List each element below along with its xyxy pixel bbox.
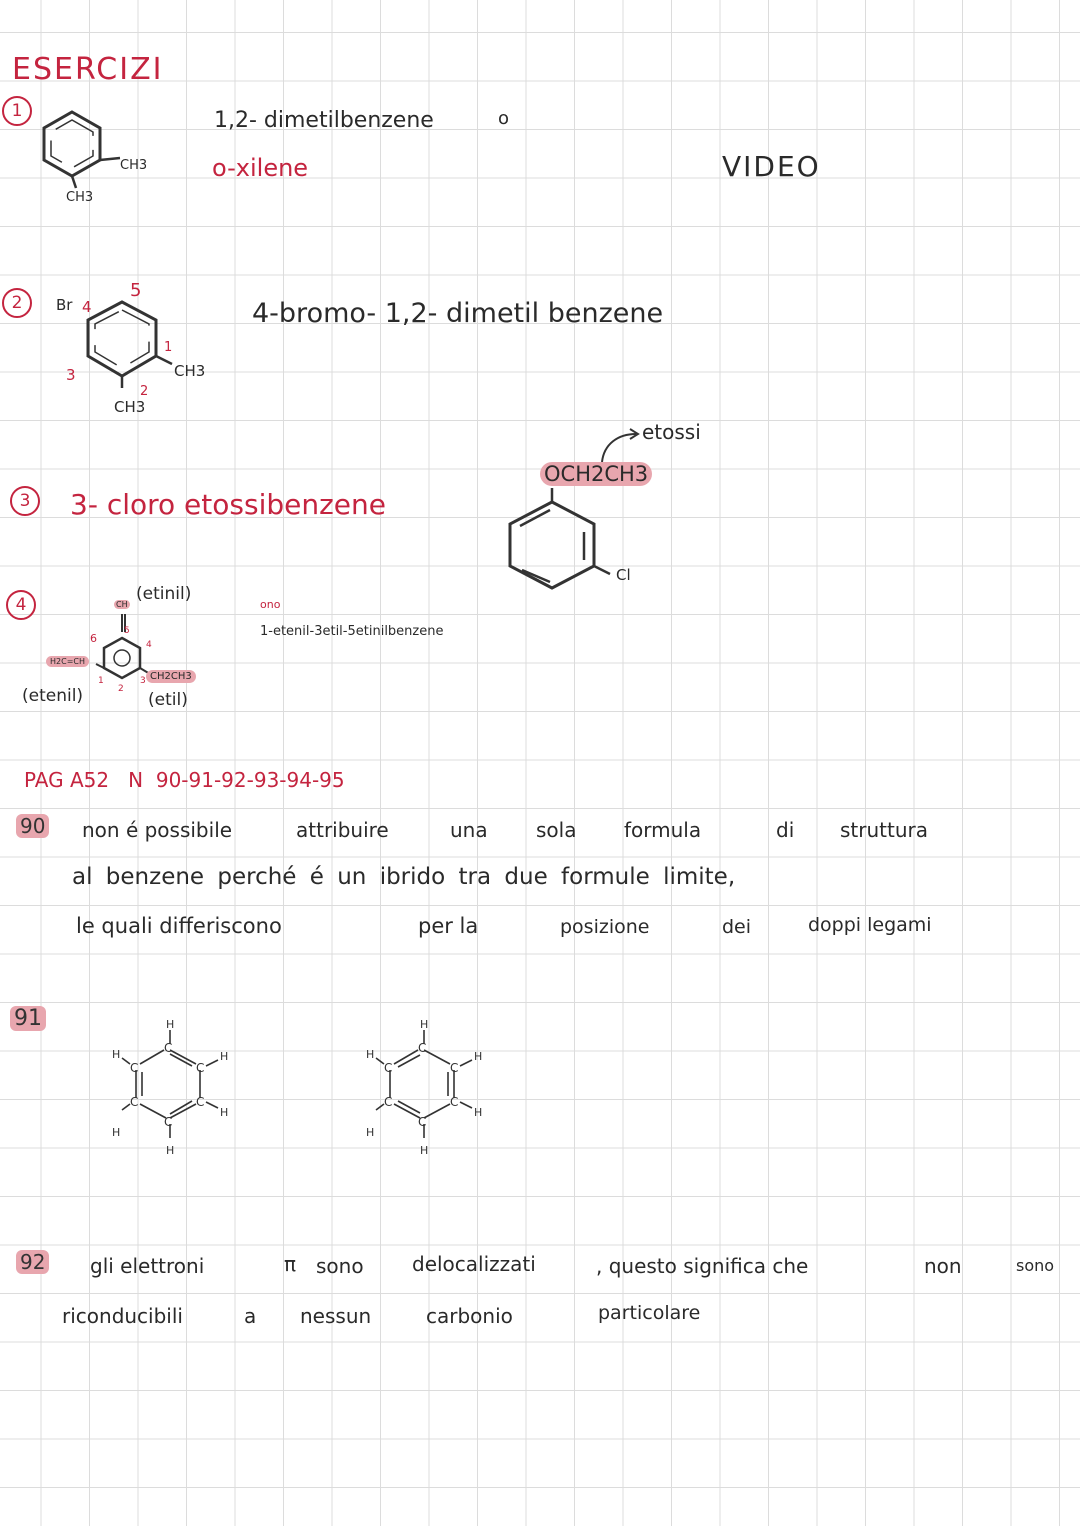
question-number-92: 92	[16, 1250, 49, 1274]
k1-h-right-bottom: H	[220, 1106, 229, 1119]
k2-c-bottom: C	[418, 1115, 427, 1129]
q90-line1-w4: sola	[536, 818, 577, 842]
k2-h-right-top: H	[474, 1050, 483, 1063]
k2-c-left-bottom: C	[384, 1095, 393, 1109]
k2-h-top: H	[420, 1018, 429, 1031]
ex2-methyl-a: CH3	[174, 362, 206, 380]
ex2-pos1: 1	[164, 340, 173, 355]
kekule-structure-1	[100, 1014, 260, 1174]
ex4-etinil-label: (etinil)	[136, 584, 192, 604]
q92-line1-w5: , questo significa che	[596, 1254, 809, 1278]
ex3-etossi-label: etossi	[642, 420, 701, 444]
k1-h-bottom: H	[166, 1144, 175, 1157]
q90-line1-w7: struttura	[840, 818, 928, 842]
k2-h-right-bottom: H	[474, 1106, 483, 1119]
q90-line3-w4: dei	[722, 916, 752, 938]
k1-c-right-top: C	[196, 1061, 205, 1075]
exercise-number-1: 1	[2, 96, 32, 126]
benzene-ring-ex3	[500, 484, 640, 604]
k1-h-right-top: H	[220, 1050, 229, 1063]
video-note: VIDEO	[722, 150, 821, 183]
k1-h-left-top: H	[112, 1048, 121, 1061]
ex2-pos4: 4	[82, 298, 92, 316]
ex3-name: 3- cloro etossibenzene	[70, 488, 386, 521]
q92-line1-w6: non	[924, 1254, 962, 1278]
ex2-name: 4-bromo- 1,2- dimetil benzene	[252, 298, 664, 329]
question-number-90: 90	[16, 814, 49, 838]
ex1-methyl-a: CH3	[120, 158, 148, 173]
q90-line1-w1: non é possibile	[82, 818, 233, 842]
benzene-ring-ex1	[30, 100, 180, 210]
ex4-pos6: 6	[90, 632, 97, 645]
ex1-methyl-b: CH3	[66, 190, 94, 205]
exercise-number-3: 3	[10, 486, 40, 516]
ex2-methyl-b: CH3	[114, 398, 146, 416]
q92-line2-w4: carbonio	[426, 1304, 513, 1328]
ex3-arrow	[596, 426, 656, 466]
q90-line1-w5: formula	[624, 818, 702, 842]
ex4-vinyl-group: H2C=CH	[46, 656, 89, 667]
page-title: ESERCIZI	[12, 52, 164, 87]
q92-line1-w7: sono	[1016, 1256, 1055, 1275]
ex4-name: 1-etenil-3etil-5etinilbenzene	[260, 624, 444, 639]
ex4-pos4: 4	[146, 640, 152, 650]
kekule-structure-2	[354, 1014, 514, 1174]
ex2-pos3: 3	[66, 366, 76, 384]
q90-line1-w3: una	[450, 818, 488, 842]
question-number-91: 91	[10, 1006, 46, 1031]
ex4-pos2: 2	[118, 684, 124, 694]
k1-c-bottom: C	[164, 1115, 173, 1129]
q90-line3-w5: doppi legami	[808, 914, 932, 936]
ex2-pos2: 2	[140, 384, 149, 399]
ex4-pos5: 5	[124, 626, 130, 636]
ex3-chloro: Cl	[616, 566, 631, 584]
q90-line1-w6: di	[776, 818, 795, 842]
q92-line1-w4: delocalizzati	[412, 1252, 536, 1276]
q92-line1-w2: π	[284, 1252, 297, 1276]
ex4-small-note: ono	[260, 598, 281, 611]
ex1-name-line2: o-xilene	[212, 154, 309, 182]
ex1-name-line1: 1,2- dimetilbenzene	[214, 108, 434, 133]
q92-line2-w5: particolare	[598, 1302, 701, 1324]
k1-c-left-bottom: C	[130, 1095, 139, 1109]
k1-c-left-top: C	[130, 1061, 139, 1075]
q92-line2-w1: riconducibili	[62, 1304, 183, 1328]
q90-line3-w3: posizione	[560, 916, 650, 938]
q92-line2-w2: a	[244, 1304, 257, 1328]
ex2-pos5: 5	[130, 280, 142, 301]
assignment-line: PAG A52 N 90-91-92-93-94-95	[24, 768, 345, 792]
k2-h-bottom: H	[420, 1144, 429, 1157]
q90-line1-w2: attribuire	[296, 818, 389, 842]
k2-c-right-top: C	[450, 1061, 459, 1075]
exercise-number-2: 2	[2, 288, 32, 318]
ex1-or: o	[498, 108, 510, 129]
ex4-etil-label: (etil)	[148, 690, 188, 710]
exercise-number-4: 4	[6, 590, 36, 620]
k2-h-left-bottom: H	[366, 1126, 375, 1139]
ex4-ethyl-group: CH2CH3	[146, 670, 196, 683]
q92-line1-w1: gli elettroni	[90, 1254, 205, 1278]
k2-c-top: C	[418, 1041, 427, 1055]
k2-c-right-bottom: C	[450, 1095, 459, 1109]
ex4-pos1: 1	[98, 676, 104, 686]
q92-line1-w3: sono	[316, 1254, 364, 1278]
k1-c-right-bottom: C	[196, 1095, 205, 1109]
k2-h-left-top: H	[366, 1048, 375, 1061]
q90-line2: al benzene perché é un ibrido tra due formule limite,	[72, 864, 736, 890]
q90-line3-w1: le quali differiscono	[76, 914, 282, 938]
ex4-etenil-label: (etenil)	[22, 686, 84, 706]
q90-line3-w2: per la	[418, 914, 479, 938]
ex2-bromo: Br	[56, 296, 73, 314]
k1-h-top: H	[166, 1018, 175, 1031]
ex4-ch: CH	[116, 600, 128, 609]
q92-line2-w3: nessun	[300, 1304, 372, 1328]
ex3-ethoxy-group: OCH2CH3	[540, 462, 652, 486]
k1-c-top: C	[164, 1041, 173, 1055]
ex4-pos3: 3	[140, 676, 146, 686]
k2-c-left-top: C	[384, 1061, 393, 1075]
k1-h-left-bottom: H	[112, 1126, 121, 1139]
